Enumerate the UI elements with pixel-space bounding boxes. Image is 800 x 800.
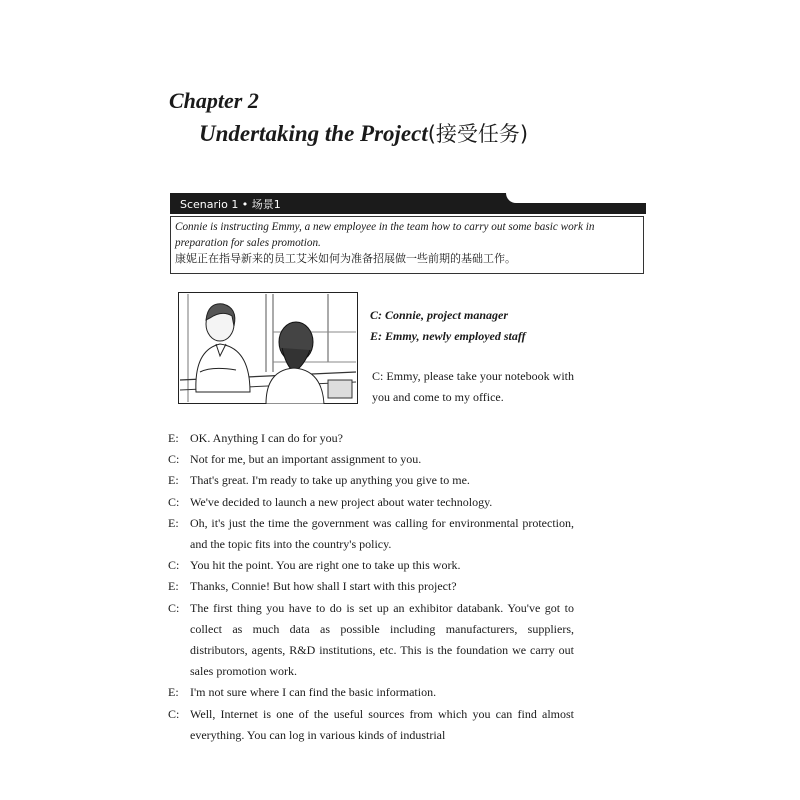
- dialogue-text: I'm not sure where I can find the basic information.: [190, 685, 437, 700]
- dialogue-line: [168, 470, 574, 491]
- dialogue-text: That's great. I'm ready to take up anything you give to me.: [190, 473, 470, 488]
- dialogue-text: The first thing you have to do is set up an exhibitor databank. You've got to collect as much data as possible including manufacturers, suppliers, distributors, agents, R&D institutions, etc. This is the foundation we carry out sales promotion work.: [190, 600, 574, 679]
- dialogue-speaker: C:: [372, 369, 384, 383]
- dialogue-text: You hit the point. You are right one to take up this work.: [190, 558, 461, 573]
- dialogue-text: Not for me, but an important assignment to you.: [190, 452, 422, 467]
- dialogue-text: Thanks, Connie! But how shall I start with this project?: [190, 579, 457, 594]
- scenario-intro-chinese: 康妮正在指导新来的员工艾米如何为准备招展做一些前期的基础工作。: [175, 252, 516, 265]
- banner-corner-decoration: [506, 193, 646, 203]
- dialogue-speaker: E:: [168, 473, 179, 488]
- dialogue-line: [168, 598, 574, 683]
- dialogue-line: [168, 576, 574, 597]
- chapter-subtitle-chinese: (接受任务): [427, 122, 529, 146]
- dialogue-line: [168, 513, 574, 555]
- dialogue-speaker: E:: [168, 431, 179, 445]
- dialogue-text: Well, Internet is one of the useful sources from which you can find almost everything. You can log in various kinds of industrial: [190, 706, 574, 742]
- dialogue-line: [168, 555, 574, 576]
- dialogue-text: We've decided to launch a new project about water technology.: [190, 494, 493, 509]
- dialogue-line: [168, 492, 574, 513]
- role-list: [370, 305, 526, 347]
- scenario-label: Scenario 1 • 场景1: [180, 198, 281, 211]
- dialogue-speaker: C:: [168, 494, 180, 509]
- role-emmy: E: Emmy, newly employed staff: [370, 329, 526, 343]
- dialogue-line: [168, 428, 574, 449]
- dialogue-line: [168, 704, 574, 746]
- role-connie: C: Connie, project manager: [370, 308, 509, 322]
- scenario-banner: [170, 193, 646, 214]
- dialogue-text: OK. Anything I can do for you?: [190, 431, 343, 445]
- office-meeting-illustration: [178, 292, 358, 404]
- dialogue-speaker: C:: [168, 706, 180, 721]
- dialogue-text: Oh, it's just the time the government was calling for environmental protection, and the topic fits into the country's policy.: [190, 515, 574, 552]
- dialogue-speaker: C:: [168, 600, 180, 615]
- chapter-subtitle-english: Undertaking the Project: [199, 121, 428, 146]
- dialogue-text: Emmy, please take your notebook with you and come to my office.: [372, 369, 574, 404]
- dialogue-list: [168, 428, 574, 746]
- chapter-title: Chapter 2: [169, 88, 259, 113]
- dialogue-speaker: C:: [168, 558, 180, 573]
- dialogue-opening-line: [372, 366, 574, 407]
- dialogue-line: [168, 449, 574, 470]
- dialogue-speaker: C:: [168, 452, 180, 467]
- chapter-subtitle: [199, 118, 528, 148]
- dialogue-line: [168, 682, 574, 703]
- scenario-intro-box: [170, 216, 644, 274]
- dialogue-speaker: E:: [168, 579, 179, 594]
- scenario-intro-english: Connie is instructing Emmy, a new employee in the team how to carry out some basic work in preparation for sales promotion.: [175, 221, 595, 249]
- dialogue-speaker: E:: [168, 515, 179, 530]
- dialogue-speaker: E:: [168, 685, 179, 700]
